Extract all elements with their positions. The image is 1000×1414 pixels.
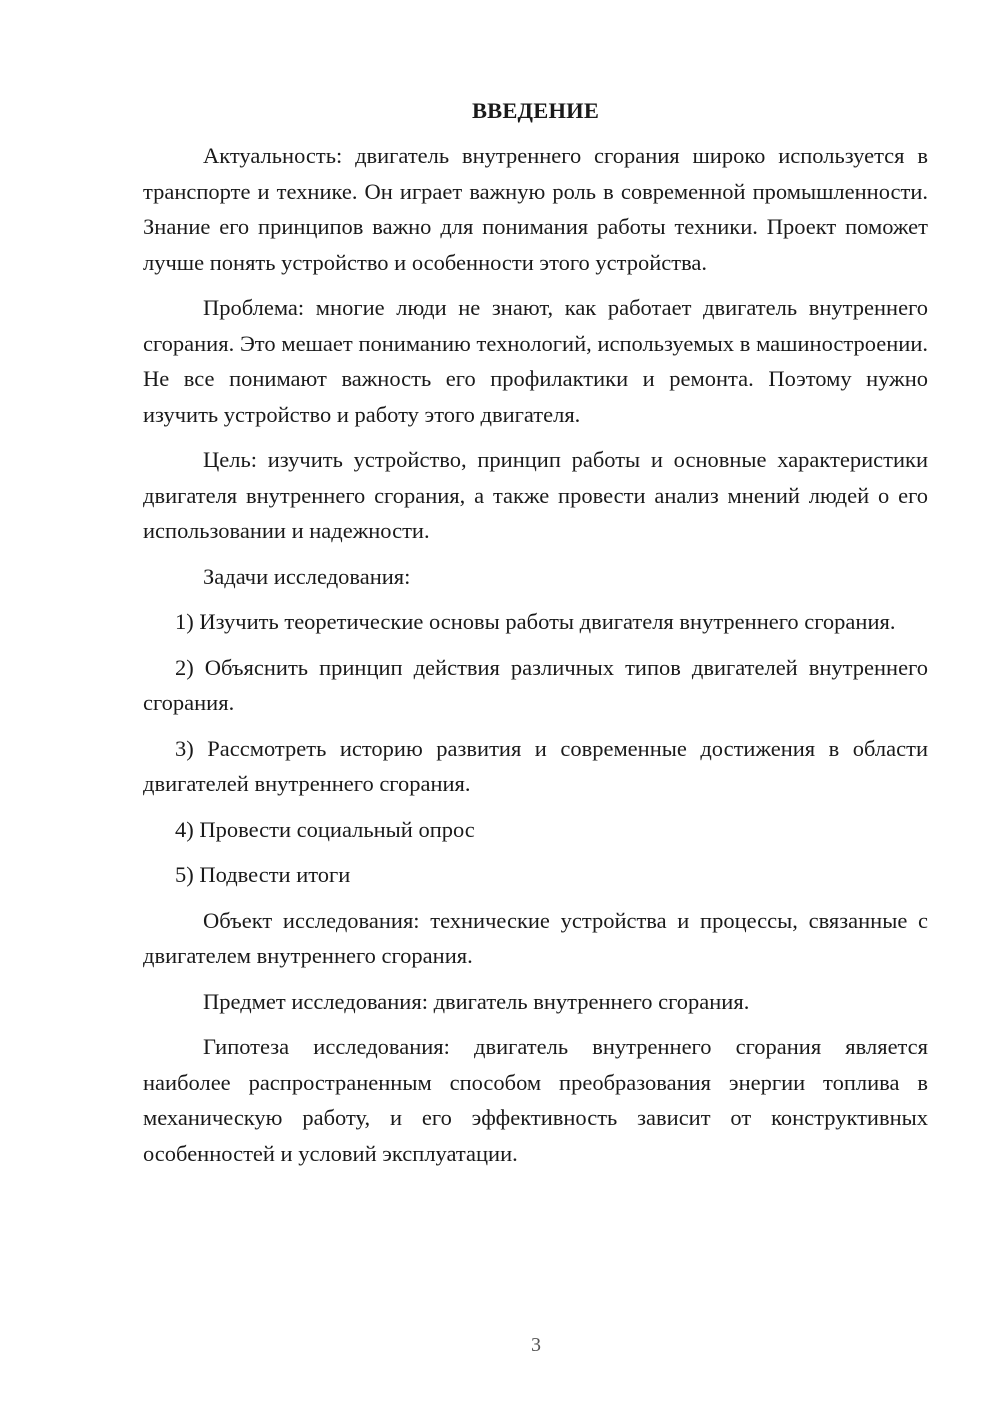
document-body [143,96,928,1181]
task-item-4: 4) Провести социальный опрос [175,816,475,842]
paragraph-goal: Цель: изучить устройство, принцип работы и основные характеристики двигателя внутреннего сгорания, а также провести анализ мнений людей о его использовании и надежности. [143,447,928,543]
paragraph-object: Объект исследования: технические устройства и процессы, связанные с двигателем внутреннего сгорания. [143,907,928,968]
page-title: ВВЕДЕНИЕ [471,98,600,123]
task-item-2: 2) Объяснить принцип действия различных типов двигателей внутреннего сгорания. [143,654,928,715]
task-item-5: 5) Подвести итоги [175,862,351,887]
tasks-heading: Задачи исследования: [203,563,411,589]
task-item-1: 1) Изучить теоретические основы работы двигателя внутреннего сгорания. [175,609,896,634]
paragraph-hypothesis: Гипотеза исследования: двигатель внутреннего сгорания является наиболее распространенным способом преобразования энергии топлива в механическую работу, и его эффективность зависит от конструктивных особенностей и условий эксплуатации. [143,1034,928,1166]
paragraph-subject: Предмет исследования: двигатель внутреннего сгорания. [203,988,750,1014]
paragraph-relevance: Актуальность: двигатель внутреннего сгорания широко используется в транспорте и технике. Он играет важную роль в современной промышленности. Знание его принципов важно для понимания работы техники. Проект поможет лучше понять устройство и особенности этого устройства. [143,143,928,275]
paragraph-problem: Проблема: многие люди не знают, как работает двигатель внутреннего сгорания. Это мешает пониманию технологий, используемых в машиностроении. Не все понимают важность его профилактики и ремонта. Поэтому нужно изучить устройство и работу этого двигателя. [143,295,928,427]
page-number: 3 [531,1334,541,1356]
task-item-3: 3) Рассмотреть историю развития и современные достижения в области двигателей внутреннего сгорания. [143,735,928,796]
